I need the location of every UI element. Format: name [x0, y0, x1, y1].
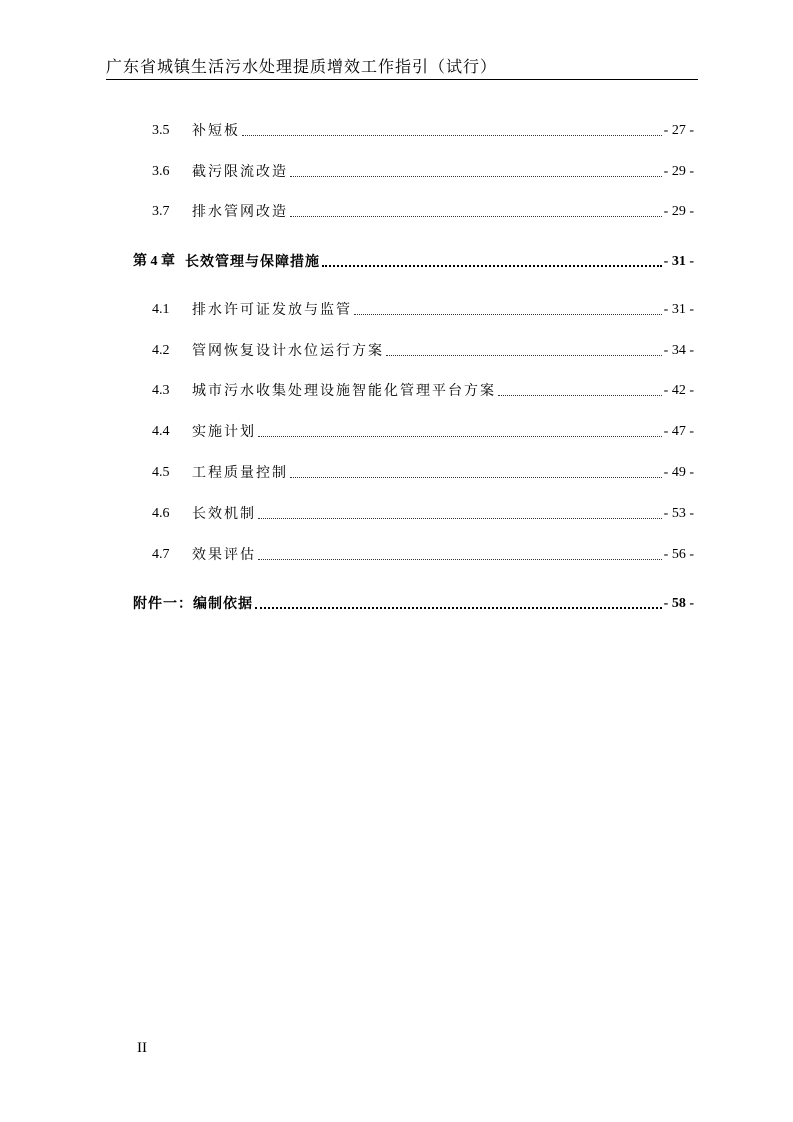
toc-title: 截污限流改造	[192, 164, 288, 180]
toc-number: 3.7	[152, 204, 170, 219]
dot-leader	[258, 559, 662, 560]
dot-leader	[258, 518, 662, 519]
toc-title: 城市污水收集处理设施智能化管理平台方案	[192, 383, 496, 399]
toc-page: - 47 -	[663, 424, 694, 439]
toc-number: 4.2	[152, 343, 170, 358]
toc-title: 排水管网改造	[192, 204, 288, 220]
toc-page: - 34 -	[663, 343, 694, 358]
dot-leader	[242, 135, 662, 136]
toc-page: - 53 -	[663, 506, 694, 521]
toc-page: - 58 -	[663, 596, 694, 611]
toc-title: 补短板	[192, 123, 240, 139]
toc-title: 长效管理与保障措施	[185, 254, 320, 270]
dot-leader	[290, 176, 662, 177]
toc-entry-4-3[interactable]	[152, 381, 694, 401]
toc-number: 3.5	[152, 123, 170, 138]
dot-leader	[322, 265, 662, 267]
dot-leader	[290, 477, 662, 478]
dot-leader	[258, 436, 662, 437]
dot-leader	[255, 607, 662, 609]
toc-page: - 42 -	[663, 383, 694, 398]
toc-number: 4.4	[152, 424, 170, 439]
toc-number: 4.6	[152, 506, 170, 521]
dot-leader	[290, 216, 662, 217]
toc-page: - 31 -	[663, 254, 694, 269]
toc-number: 4.7	[152, 547, 170, 562]
toc-page: - 49 -	[663, 465, 694, 480]
toc-entry-3-7[interactable]	[152, 202, 694, 222]
toc-entry-3-6[interactable]	[152, 162, 694, 182]
dot-leader	[354, 314, 662, 315]
toc-entry-4-5[interactable]	[152, 463, 694, 483]
toc-number: 4.1	[152, 302, 170, 317]
header-rule	[106, 79, 698, 80]
toc-number: 4.3	[152, 383, 170, 398]
toc-entry-appendix-1[interactable]	[133, 594, 694, 614]
toc-title: 长效机制	[192, 506, 256, 522]
toc-entry-4-6[interactable]	[152, 504, 694, 524]
toc-page: - 29 -	[663, 164, 694, 179]
toc-page: - 31 -	[663, 302, 694, 317]
toc-entry-3-5[interactable]	[152, 121, 694, 141]
toc-number: 第 4 章	[133, 254, 175, 269]
toc-entry-4-7[interactable]	[152, 545, 694, 565]
toc-title: 管网恢复设计水位运行方案	[192, 343, 384, 359]
toc-entry-4-2[interactable]	[152, 341, 694, 361]
dot-leader	[386, 355, 662, 356]
toc-title: 实施计划	[192, 424, 256, 440]
toc-entry-4-4[interactable]	[152, 422, 694, 442]
toc-number: 3.6	[152, 164, 170, 179]
dot-leader	[498, 395, 662, 396]
toc-title: 附件一：编制依据	[133, 596, 253, 612]
page-folio: II	[137, 1040, 147, 1056]
running-header: 广东省城镇生活污水处理提质增效工作指引（试行）	[106, 57, 498, 76]
toc-title: 工程质量控制	[192, 465, 288, 481]
toc-title: 效果评估	[192, 547, 256, 563]
toc-entry-chapter-4[interactable]	[133, 252, 694, 272]
toc-page: - 56 -	[663, 547, 694, 562]
toc-entry-4-1[interactable]	[152, 300, 694, 320]
toc-number: 4.5	[152, 465, 170, 480]
toc-title: 排水许可证发放与监管	[192, 302, 352, 318]
toc-page: - 29 -	[663, 204, 694, 219]
toc-page: - 27 -	[663, 123, 694, 138]
